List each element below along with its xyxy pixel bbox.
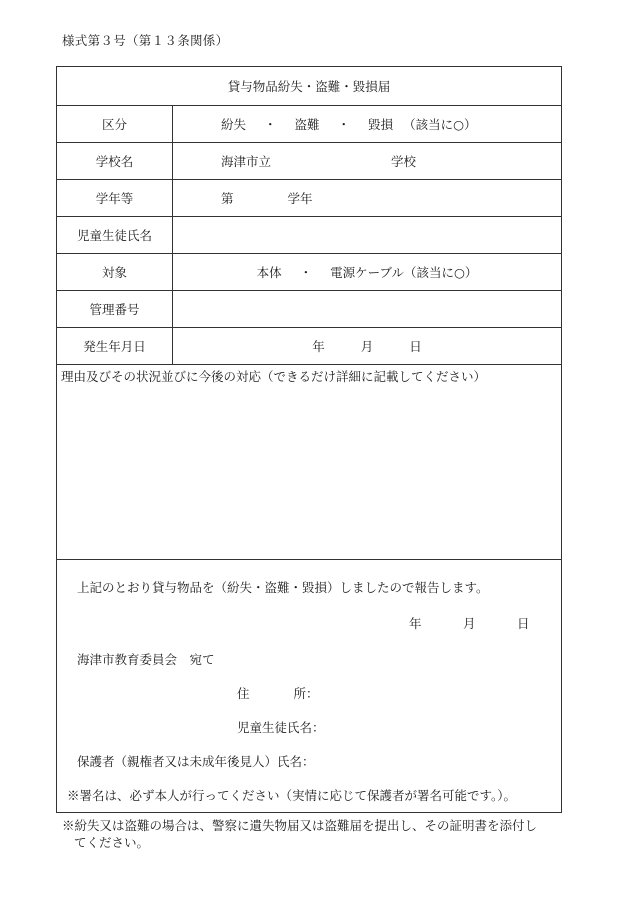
- category-label: 区分: [57, 106, 173, 143]
- report-form-table: [56, 66, 562, 813]
- separator: ・: [264, 117, 277, 132]
- footnote: [62, 817, 572, 851]
- date-day-label: 日: [409, 339, 422, 354]
- form-number: 様式第３号（第１３条関係）: [62, 33, 229, 48]
- category-option-damage[interactable]: 毀損: [368, 117, 394, 132]
- school-row: [57, 143, 562, 180]
- mgmt-field[interactable]: [173, 291, 562, 328]
- declaration-day-label: 日: [517, 616, 530, 631]
- declaration-section: [57, 560, 562, 813]
- school-label: 学校名: [57, 143, 173, 180]
- category-option-theft[interactable]: 盗難: [294, 117, 320, 132]
- date-label: 発生年月日: [57, 328, 173, 365]
- grade-row: [57, 180, 562, 217]
- guardian-name-label[interactable]: 保護者（親権者又は未成年後見人）氏名：: [77, 754, 315, 769]
- footnote-line-1: ※紛失又は盗難の場合は、警察に遺失物届又は盗難届を提出し、その証明書を添付し: [62, 818, 538, 833]
- student-name-field[interactable]: [173, 217, 562, 254]
- category-row: [57, 106, 562, 143]
- target-options[interactable]: [173, 254, 562, 291]
- student-name-label: 児童生徒氏名: [57, 217, 173, 254]
- student-name-row: [57, 217, 562, 254]
- category-option-loss[interactable]: 紛失: [221, 117, 247, 132]
- date-year-label: 年: [312, 339, 325, 354]
- signature-note: ※署名は、必ず本人が行ってください（実情に応じて保護者が署名可能です。）。: [67, 788, 517, 803]
- addressee: 海津市教育委員会 宛て: [77, 652, 215, 667]
- target-label: 対象: [57, 254, 173, 291]
- school-prefix: 海津市立: [221, 154, 272, 169]
- category-note: （該当に○）: [403, 117, 477, 132]
- mgmt-label: 管理番号: [57, 291, 173, 328]
- footnote-line-2: てください。: [74, 835, 150, 850]
- separator: ・: [299, 265, 313, 280]
- separator: ・: [337, 117, 351, 132]
- address-label[interactable]: 住 所：: [237, 686, 319, 701]
- form-title: 貸与物品紛失・盗難・毀損届: [57, 67, 562, 106]
- category-options[interactable]: [173, 106, 562, 143]
- grade-suffix: 学年: [287, 191, 313, 206]
- target-row: [57, 254, 562, 291]
- date-month-label: 月: [360, 339, 374, 354]
- declaration-month-label: 月: [463, 616, 476, 631]
- student-name-signature-label[interactable]: 児童生徒氏名：: [237, 720, 325, 735]
- mgmt-row: [57, 291, 562, 328]
- school-field[interactable]: [173, 143, 562, 180]
- declaration-statement: 上記のとおり貸与物品を（紛失・盗難・毀損）しましたので報告します。: [77, 580, 489, 595]
- target-option-device[interactable]: 本体: [256, 265, 282, 280]
- declaration-year-label: 年: [409, 616, 422, 631]
- target-note: （該当に○）: [404, 265, 478, 280]
- grade-field[interactable]: [173, 180, 562, 217]
- grade-prefix: 第: [221, 191, 234, 206]
- school-suffix: 学校: [391, 154, 417, 169]
- target-option-cable[interactable]: 電源ケーブル: [330, 265, 404, 280]
- grade-label: 学年等: [57, 180, 173, 217]
- date-field[interactable]: [173, 328, 562, 365]
- reason-label: 理由及びその状況並びに今後の対応（できるだけ詳細に記載してください）: [61, 369, 487, 384]
- reason-field[interactable]: [57, 365, 562, 560]
- date-row: [57, 328, 562, 365]
